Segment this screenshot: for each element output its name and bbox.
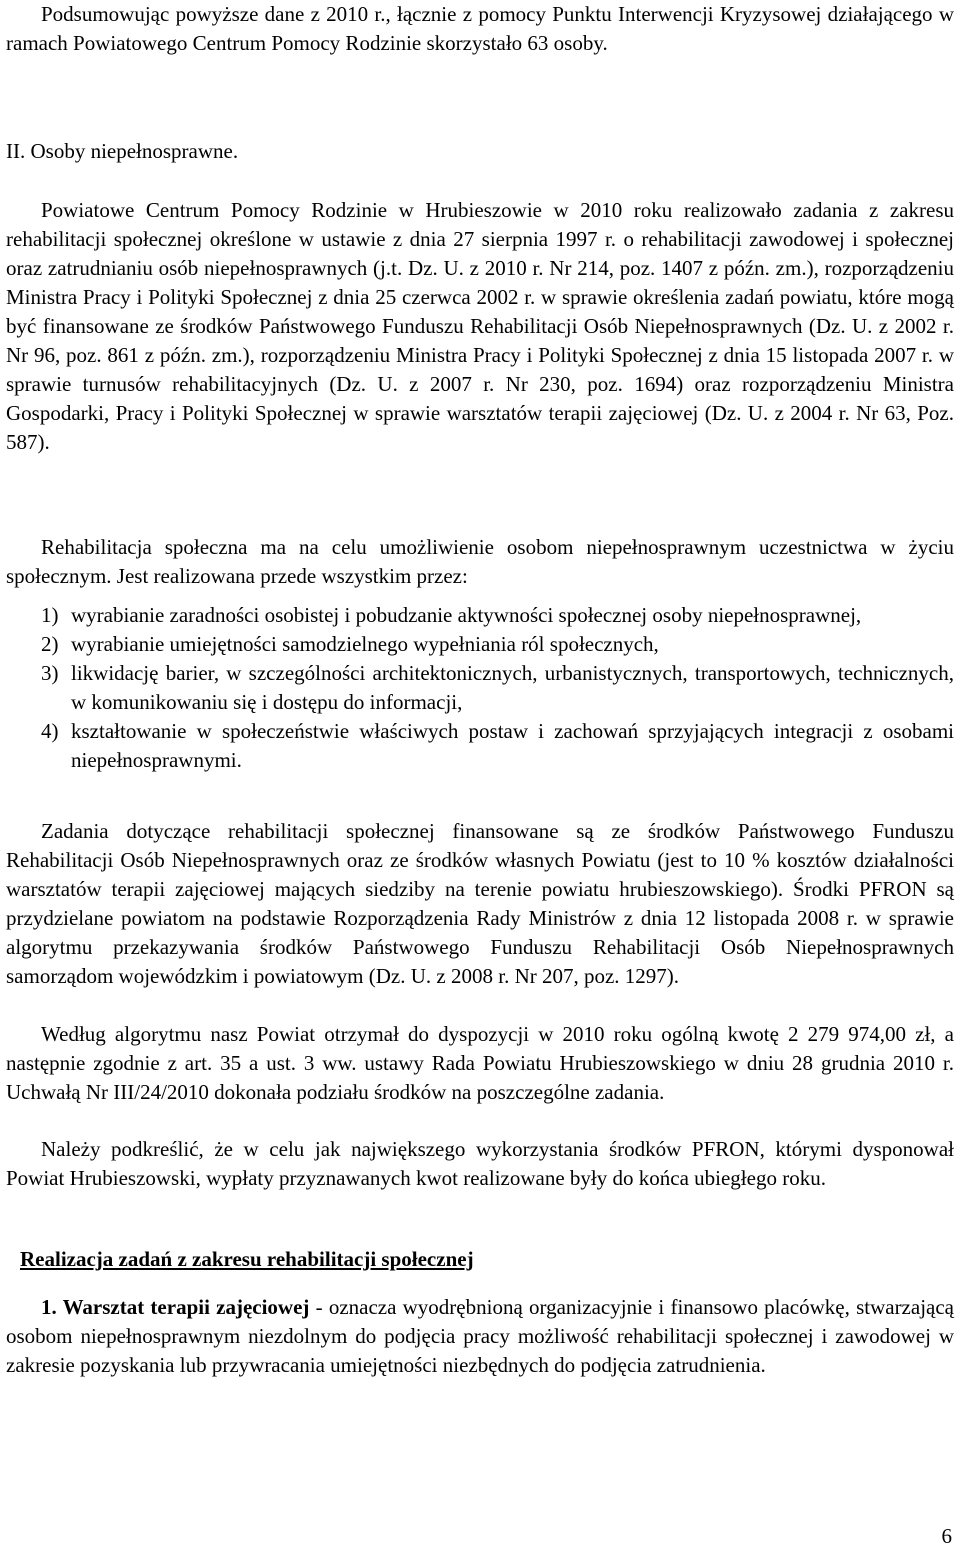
list-item-text: likwidację barier, w szczególności architektonicznych, urbanistycznych, transportowych, technicznych, w komunikowaniu się i dostępu do informacji, [71, 661, 954, 714]
section-heading-disabled-persons: II. Osoby niepełnosprawne. [6, 139, 239, 163]
paragraph-payments: Należy podkreślić, że w celu jak największego wykorzystania środków PFRON, którymi dysponował Powiat Hrubieszowski, wypłaty przyznawanych kwot realizowane były do końca ubiegłego roku. [6, 1137, 954, 1190]
intro-summary: Podsumowując powyższe dane z 2010 r., łącznie z pomocy Punktu Interwencji Kryzysowej działającego w ramach Powiatowego Centrum Pomocy Rodzinie skorzystało 63 osoby. [6, 2, 954, 55]
list-item-text: wyrabianie umiejętności samodzielnego wypełniania ról społecznych, [71, 632, 659, 656]
list-item-number: 3) [41, 661, 59, 685]
section-heading-realization: Realizacja zadań z zakresu rehabilitacji społecznej [20, 1247, 474, 1271]
page-number: 6 [941, 1524, 952, 1548]
paragraph-allocation: Według algorytmu nasz Powiat otrzymał do dyspozycji w 2010 roku ogólną kwotę 2 279 974,00 zł, a następnie zgodnie z art. 35 a ust. 3 ww. ustawy Rada Powiatu Hrubieszowskiego w dniu 28 grudnia 2010 r. Uchwałą Nr III/24/2010 dokonała podziału środków na poszczególne zadania. [6, 1022, 954, 1104]
paragraph-workshop-definition [6, 1293, 954, 1380]
paragraph-legal-basis: Powiatowe Centrum Pomocy Rodzinie w Hrubieszowie w 2010 roku realizowało zadania z zakresu rehabilitacji społecznej określone w ustawie z dnia 27 sierpnia 1997 r. o rehabilitacji zawodowej i społecznej oraz zatrudnianiu osób niepełnosprawnych (j.t. Dz. U. z 2010 r. Nr 214, poz. 1407 z późn. zm.), rozporządzeniu Ministra Pracy i Polityki Społecznej z dnia 25 czerwca 2002 r. w sprawie określenia zadań powiatu, które mogą być finansowane ze środków Państwowego Funduszu Rehabilitacji Osób Niepełnosprawnych (Dz. U. z 2002 r. Nr 96, poz. 861 z późn. zm.), rozporządzeniu Ministra Pracy i Polityki Społecznej z dnia 15 listopada 2007 r. w sprawie turnusów rehabilitacyjnych (Dz. U. z 2007 r. Nr 230, poz. 1694) oraz rozporządzeniu Ministra Gospodarki, Pracy i Polityki Społecznej w sprawie warsztatów terapii zajęciowej (Dz. U. z 2004 r. Nr 63, Poz. 587). [6, 198, 954, 454]
list-item-number: 1) [41, 603, 59, 627]
workshop-term: 1. Warsztat terapii zajęciowej [41, 1295, 310, 1319]
paragraph-financing: Zadania dotyczące rehabilitacji społecznej finansowane są ze środków Państwowego Funduszu Rehabilitacji Osób Niepełnosprawnych oraz ze środków własnych Powiatu (jest to 10 % kosztów działalności warsztatów terapii zajęciowej mających siedziby na terenie powiatu hrubieszowskiego). Środki PFRON są przydzielane powiatom na podstawie Rozporządzenia Rady Ministrów z dnia 12 listopada 2008 r. w sprawie algorytmu przekazywania środków Państwowego Funduszu Rehabilitacji Osób Niepełnosprawnych samorządom wojewódzkim i powiatowym (Dz. U. z 2008 r. Nr 207, poz. 1297). [6, 819, 954, 988]
list-item [6, 659, 954, 717]
list-item-text: wyrabianie zaradności osobistej i pobudzanie aktywności społecznej osoby niepełnosprawnej, [71, 603, 862, 627]
list-item-number: 4) [41, 719, 59, 743]
list-item [6, 601, 954, 630]
list-item [6, 630, 954, 659]
workshop-definition-text: - oznacza wyodrębnioną organizacyjnie i finansowo placówkę, stwarzającą osobom niepełnosprawnym niezdolnym do podjęcia pracy możliwość rehabilitacji społecznej i zawodowej w zakresie pozyskania lub przywracania umiejętności niezbędnych do podjęcia zatrudnienia. [6, 1295, 954, 1377]
list-item [6, 717, 954, 775]
list-item-text: kształtowanie w społeczeństwie właściwych postaw i zachowań sprzyjających integracji z osobami niepełnosprawnymi. [71, 719, 954, 772]
rehabilitation-methods-list [6, 601, 954, 775]
paragraph-rehabilitation-goal: Rehabilitacja społeczna ma na celu umożliwienie osobom niepełnosprawnym uczestnictwa w życiu społecznym. Jest realizowana przede wszystkim przez: [6, 535, 954, 588]
list-item-number: 2) [41, 632, 59, 656]
